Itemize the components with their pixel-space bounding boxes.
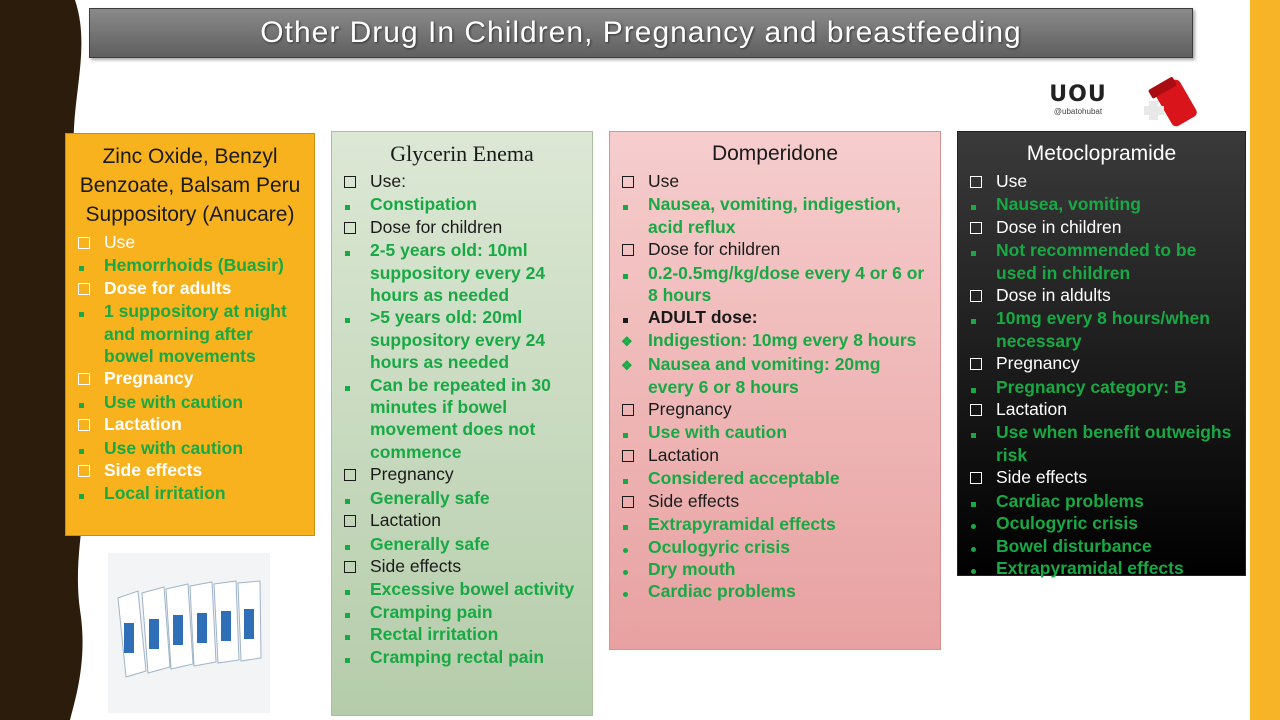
- list-item: [342, 170, 582, 193]
- bullet-icon: [342, 533, 370, 555]
- list-item-text: Indigestion: 10mg every 8 hours: [648, 329, 917, 350]
- list-item: [342, 533, 582, 555]
- list-item-text: Dose in aldults: [996, 285, 1111, 306]
- bullet-icon: [968, 557, 996, 579]
- list-item: [968, 284, 1235, 307]
- checkbox-bullet-icon: [342, 555, 370, 578]
- list-item-text: Not recommended to be used in children: [996, 240, 1197, 283]
- list-item: [968, 352, 1235, 375]
- list-item-text: Dose for children: [648, 239, 781, 260]
- list-item-text: Oculogyric crisis: [648, 536, 791, 557]
- bullet-icon: [968, 490, 996, 512]
- list-item: [968, 216, 1235, 239]
- list-item: [342, 509, 582, 532]
- suppository-photo: [108, 553, 270, 713]
- list-item-text: Lactation: [370, 510, 442, 531]
- list-item-text: Use when benefit outweighs risk: [996, 422, 1232, 465]
- list-item-text: Local irritation: [104, 483, 226, 504]
- checkbox-bullet-icon: [342, 216, 370, 239]
- list-item-text: Pregnancy: [104, 368, 194, 389]
- list-item: [968, 557, 1235, 579]
- list-item: [968, 490, 1235, 512]
- list-item-text: Pregnancy category: B: [996, 376, 1187, 397]
- list-item-text: 10mg every 8 hours/when necessary: [996, 308, 1210, 351]
- list-item-text: Side effects: [104, 460, 203, 481]
- list-item-text: 2-5 years old: 10ml suppository every 24 hours as needed: [370, 240, 546, 306]
- list-item: [342, 601, 582, 623]
- list-item: [620, 421, 930, 443]
- bullet-icon: [342, 646, 370, 668]
- checkbox-bullet-icon: [76, 367, 104, 390]
- bullet-icon: [968, 307, 996, 352]
- list-item: [620, 536, 930, 558]
- list-item: [968, 421, 1235, 466]
- card-list: [76, 231, 304, 505]
- list-item: [620, 558, 930, 580]
- list-item: [76, 459, 304, 482]
- checkbox-bullet-icon: [968, 216, 996, 239]
- card-list: [342, 170, 582, 668]
- list-item-text: Generally safe: [370, 533, 490, 554]
- list-item-text: Oculogyric crisis: [996, 513, 1139, 534]
- list-item: [620, 580, 930, 602]
- list-item: [76, 482, 304, 504]
- list-item-text: Nausea and vomiting: 20mg every 6 or 8 hours: [648, 354, 881, 397]
- page-title: Other Drug In Children, Pregnancy and breastfeeding: [260, 16, 1022, 49]
- bullet-icon: [342, 193, 370, 215]
- list-item: [968, 376, 1235, 398]
- checkbox-bullet-icon: [620, 238, 648, 261]
- bullet-icon: [968, 535, 996, 557]
- list-item-text: Use: [648, 171, 680, 191]
- list-item: [968, 239, 1235, 284]
- bullet-icon: [342, 601, 370, 623]
- card-title: Zinc Oxide, Benzyl Benzoate, Balsam Peru Suppository (Anucare): [79, 145, 301, 226]
- bullet-icon: [968, 193, 996, 215]
- card-list: [968, 170, 1235, 579]
- list-item-text: Generally safe: [370, 487, 490, 508]
- checkbox-bullet-icon: [620, 398, 648, 421]
- card-title: Glycerin Enema: [390, 141, 534, 166]
- list-item: [620, 170, 930, 193]
- bullet-icon: [620, 558, 648, 580]
- checkbox-bullet-icon: [76, 231, 104, 254]
- bullet-icon: [342, 239, 370, 306]
- card-anucare: [65, 133, 315, 536]
- bullet-icon: [968, 512, 996, 534]
- list-item-text: Use with caution: [648, 422, 788, 443]
- list-item: [620, 238, 930, 261]
- list-item-text: Dose for children: [370, 216, 503, 237]
- list-item: [76, 231, 304, 254]
- bullet-icon: [76, 300, 104, 367]
- diamond-bullet-icon: [620, 329, 648, 353]
- bullet-icon: [342, 578, 370, 600]
- checkbox-bullet-icon: [342, 463, 370, 486]
- list-item-text: Cramping rectal pain: [370, 646, 545, 667]
- list-item: [76, 413, 304, 436]
- checkbox-bullet-icon: [342, 509, 370, 532]
- card-title: Metoclopramide: [1026, 142, 1177, 165]
- list-item-text: Cardiac problems: [648, 581, 796, 602]
- list-item-text: Rectal irritation: [370, 624, 499, 645]
- bullet-icon: [620, 421, 648, 443]
- list-item-text: 1 suppository at night and morning after bowel movements: [104, 301, 287, 367]
- list-item-text: Side effects: [648, 490, 740, 511]
- list-item: [342, 306, 582, 373]
- list-item: [342, 463, 582, 486]
- logo-text: UOU: [1049, 82, 1107, 107]
- list-item-text: Pregnancy: [370, 464, 454, 485]
- card-glycerin-enema: [331, 131, 593, 716]
- list-item-text: Lactation: [996, 399, 1068, 420]
- bullet-icon: [620, 262, 648, 307]
- bullet-icon: [76, 254, 104, 276]
- list-item: [620, 467, 930, 489]
- list-item-text: Dose for adults: [104, 277, 232, 298]
- list-item-text: Use with caution: [104, 437, 244, 458]
- list-item-text: Dose in children: [996, 216, 1122, 237]
- bullet-icon: [968, 376, 996, 398]
- list-item: [76, 367, 304, 390]
- list-item-text: Pregnancy: [648, 399, 732, 420]
- list-item: [342, 623, 582, 645]
- list-item-text: Extrapyramidal effects: [648, 514, 836, 535]
- list-item: [968, 307, 1235, 352]
- list-item: [620, 353, 930, 398]
- list-item: [76, 277, 304, 300]
- bullet-icon: [620, 306, 648, 328]
- list-item-text: >5 years old: 20ml suppository every 24 hours as needed: [370, 307, 546, 373]
- list-item-text: Hemorrhoids (Buasir): [104, 255, 284, 276]
- card-domperidone: [609, 131, 941, 650]
- checkbox-bullet-icon: [620, 170, 648, 193]
- list-item: [620, 444, 930, 467]
- list-item-text: Cardiac problems: [996, 490, 1144, 511]
- list-item: [76, 300, 304, 367]
- list-item: [620, 262, 930, 307]
- list-item-text: Use: [996, 171, 1028, 191]
- uou-logo: [1022, 70, 1134, 128]
- checkbox-bullet-icon: [968, 466, 996, 489]
- list-item-text: Excessive bowel activity: [370, 579, 575, 600]
- checkbox-bullet-icon: [620, 490, 648, 513]
- list-item-text: Side effects: [370, 555, 462, 576]
- list-item: [620, 329, 930, 353]
- list-item-text: Use: [104, 232, 136, 252]
- bullet-icon: [620, 193, 648, 238]
- list-item: [620, 398, 930, 421]
- checkbox-bullet-icon: [968, 398, 996, 421]
- card-title: Domperidone: [711, 142, 839, 165]
- list-item-text: Pregnancy: [996, 353, 1080, 374]
- bullet-icon: [968, 239, 996, 284]
- bullet-icon: [342, 374, 370, 464]
- list-item: [342, 646, 582, 668]
- checkbox-bullet-icon: [342, 170, 370, 193]
- list-item-text: Use with caution: [104, 391, 244, 412]
- list-item: [76, 391, 304, 413]
- bullet-icon: [342, 487, 370, 509]
- bullet-icon: [620, 467, 648, 489]
- list-item: [342, 487, 582, 509]
- list-item-text: Considered acceptable: [648, 468, 840, 489]
- list-item-text: Can be repeated in 30 minutes if bowel movement does not commence: [370, 374, 551, 462]
- list-item-text: Cramping pain: [370, 601, 493, 622]
- checkbox-bullet-icon: [968, 170, 996, 193]
- bullet-icon: [968, 421, 996, 466]
- checkbox-bullet-icon: [76, 277, 104, 300]
- list-item: [968, 512, 1235, 534]
- list-item: [342, 374, 582, 464]
- list-item: [76, 437, 304, 459]
- list-item: [342, 578, 582, 600]
- list-item-text: Constipation: [370, 194, 477, 215]
- list-item-text: Extrapyramidal effects: [996, 557, 1184, 578]
- bullet-icon: [76, 482, 104, 504]
- bullet-icon: [620, 536, 648, 558]
- list-item-text: Lactation: [648, 444, 720, 465]
- list-item: [968, 466, 1235, 489]
- list-item-text: Dry mouth: [648, 558, 736, 579]
- bullet-icon: [342, 306, 370, 373]
- list-item-text: Use:: [370, 171, 406, 191]
- list-item: [968, 193, 1235, 215]
- bullet-icon: [76, 391, 104, 413]
- list-item-text: Nausea, vomiting, indigestion, acid reflux: [648, 194, 901, 237]
- list-item: [342, 239, 582, 306]
- list-item: [968, 535, 1235, 557]
- bullet-icon: [620, 513, 648, 535]
- pill-bottle-icon: [1140, 76, 1200, 131]
- bullet-icon: [620, 580, 648, 602]
- title-banner: [89, 8, 1193, 58]
- list-item: [342, 555, 582, 578]
- list-item: [620, 490, 930, 513]
- diamond-bullet-icon: [620, 353, 648, 398]
- checkbox-bullet-icon: [620, 444, 648, 467]
- checkbox-bullet-icon: [968, 284, 996, 307]
- checkbox-bullet-icon: [968, 352, 996, 375]
- list-item-text: Nausea, vomiting: [996, 194, 1141, 215]
- checkbox-bullet-icon: [76, 413, 104, 436]
- logo-subtext: @ubatohubat: [1053, 107, 1103, 116]
- list-item: [342, 216, 582, 239]
- checkbox-bullet-icon: [76, 459, 104, 482]
- list-item: [76, 254, 304, 276]
- list-item: [620, 306, 930, 328]
- list-item: [620, 513, 930, 535]
- list-item-text: Bowel disturbance: [996, 535, 1152, 556]
- list-item-text: Side effects: [996, 467, 1088, 488]
- bullet-icon: [342, 623, 370, 645]
- list-item: [342, 193, 582, 215]
- list-item: [620, 193, 930, 238]
- card-metoclopramide: [957, 131, 1246, 576]
- bullet-icon: [76, 437, 104, 459]
- card-list: [620, 170, 930, 603]
- list-item-text: 0.2-0.5mg/kg/dose every 4 or 6 or 8 hours: [648, 262, 925, 306]
- list-item: [968, 398, 1235, 421]
- list-item: [968, 170, 1235, 193]
- list-item-text: ADULT dose:: [648, 307, 758, 328]
- list-item-text: Lactation: [104, 414, 182, 435]
- accent-bar: [1250, 0, 1280, 720]
